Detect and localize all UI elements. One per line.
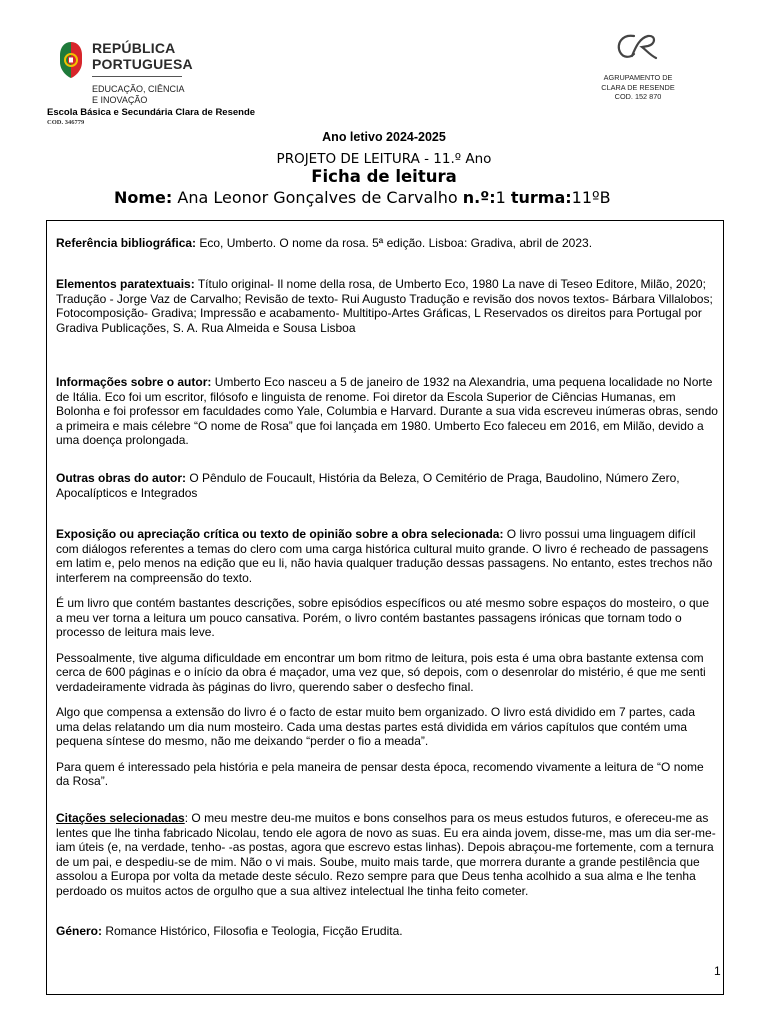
- class-value: 11ºB: [571, 188, 611, 207]
- exposicao-paragraph-4: Algo que compensa a extensão do livro é o facto de estar muito bem organizado. O livro está dividido em 7 partes, cada uma delas relatando um dia num mosteiro. Cada uma destas partes está dividida em vários capítulos que contém uma pequena síntese do mesmo, não me deixando “perder o fio a meada”.: [56, 705, 696, 748]
- ministry-name: EDUCAÇÃO, CIÊNCIA E INOVAÇÃO: [92, 84, 185, 105]
- clara-de-resende-logo: [612, 30, 660, 62]
- section-outras-obras: [56, 471, 718, 500]
- section-genero: [56, 924, 718, 939]
- page-number: 1: [714, 964, 721, 978]
- sheet-title: Ficha de leitura: [311, 167, 457, 186]
- name-label: Nome:: [114, 188, 173, 207]
- school-name: Escola Básica e Secundária Clara de Resende: [47, 107, 256, 118]
- name-value: Ana Leonor Gonçalves de Carvalho: [172, 188, 463, 207]
- republica-portuguesa-logo: [56, 40, 86, 80]
- section-autor: [56, 375, 718, 448]
- number-value: 1: [495, 188, 511, 207]
- student-info: [114, 188, 611, 207]
- outras-obras-text: O Pêndulo de Foucault, História da Beleza, O Cemitério de Praga, Baudolino, Número Zero, Apocalípticos e Integrados: [56, 471, 680, 500]
- school-year: Ano letivo 2024-2025: [322, 130, 446, 144]
- exposicao-paragraph-2: É um livro que contém bastantes descrições, sobre episódios específicos ou até mesmo sobre espaços do mosteiro, o que a meu ver torna a leitura um pouco cansativa. Porém, o livro contém bastantes passagens irónicas que tornam todo o processo de leitura mais leve.: [56, 596, 710, 639]
- section-exposicao: [56, 527, 718, 800]
- referencia-label: Referência bibliográfica:: [56, 236, 197, 250]
- number-label: n.º:: [462, 188, 496, 207]
- paratextuais-label: Elementos paratextuais:: [56, 277, 195, 291]
- exposicao-label: Exposição ou apreciação crítica ou texto de opinião sobre a obra selecionada:: [56, 527, 504, 541]
- agrupamento-info: AGRUPAMENTO DE CLARA DE RESENDE COD. 152 870: [601, 73, 675, 101]
- autor-label: Informações sobre o autor:: [56, 375, 212, 389]
- outras-obras-label: Outras obras do autor:: [56, 471, 187, 485]
- section-referencia: [56, 236, 718, 251]
- referencia-text: Eco, Umberto. O nome da rosa. 5ª edição. Lisboa: Gradiva, abril de 2023.: [196, 236, 593, 250]
- section-citacoes: [56, 811, 718, 898]
- class-label: turma:: [510, 188, 572, 207]
- exposicao-text-1: O livro possui uma linguagem difícil com diálogos referentes a temas do clero com uma carga histórica cultural muito grande. O livro é recheado de passagens em latim e, pelo menos na edição que eu li, não havia qualquer tradução dessas passagens. No entanto, estes trechos não interferem na compreensão do texto.: [56, 527, 713, 585]
- citacoes-text: : O meu mestre deu-me muitos e bons conselhos para os meus estudos futuros, e ofereceu-me as lentes que lhe tinha fabricado Nicolau, tendo ele agora de novo as suas. Eu era ainda jovem, disse-me, mas um dia ser-me-iam úteis (e, na verdade, tenho- -as postas, agora que escrevo estas linhas). Depois abraçou-me fortemente, com a ternura de um pai, e despediu-se de mim. Não o vi mais. Soube, muito mais tarde, que morrera durante a grande pestilência que assolou a Europa por volta da metade deste século. Rezo sempre para que Deus tenha acolhido a sua alma e lhe tenha perdoado os muitos actos de orgulho que a sua altivez intelectual lhe tinha feito cometer.: [56, 811, 716, 898]
- exposicao-paragraph-5: Para quem é interessado pela história e pela maneira de pensar desta época, recomendo vivamente a leitura de “O nome da Rosa”.: [56, 759, 704, 788]
- document-header: [0, 0, 768, 126]
- exposicao-paragraph-1: [56, 527, 718, 585]
- project-title: PROJETO DE LEITURA - 11.º Ano: [276, 151, 492, 167]
- citacoes-label: Citações selecionadas: [56, 811, 185, 825]
- header-divider: [92, 76, 182, 77]
- genero-text: Romance Histórico, Filosofia e Teologia, Ficção Erudita.: [102, 924, 403, 938]
- section-paratextuais: [56, 277, 718, 335]
- republica-portuguesa-title: REPÚBLICA PORTUGUESA: [92, 40, 193, 72]
- paratextuais-text: Título original- Il nome della rosa, de Umberto Eco, 1980 La nave di Teseo Editore, Milão, 2020; Tradução - Jorge Vaz de Carvalho; Revisão de texto- Rui Augusto Tradução e revisão dos novos textos- Bárbara Villalobos; Fotocomposição- Gradiva; Impressão e acabamento- Multitipo-Artes Gráficas, L Reservados os direitos para Portugal por Gradiva Publicações, S. A. Rua Almeida e Sousa Lisboa: [56, 277, 713, 335]
- school-code: COD. 346779: [47, 119, 85, 126]
- autor-text: Umberto Eco nasceu a 5 de janeiro de 1932 na Alexandria, uma pequena localidade no Norte de Itália. Eco foi um escritor, filósofo e linguista de renome. Foi diretor da Escola Superior de Ciências Humanas, em Bolonha e foi professor em faculdades como Yale, Columbia e Harvard. Durante a sua vida escreveu inúmeras obras, sendo a primeira e mais célebre “O nome de Rosa” que foi lançada em 1980. Umberto Eco faleceu em 2016, em Milão, devido a uma doença prolongada.: [56, 375, 718, 447]
- genero-label: Género:: [56, 924, 103, 938]
- exposicao-paragraph-3: Pessoalmente, tive alguma dificuldade em encontrar um bom ritmo de leitura, pois esta é uma obra bastante extensa com cerca de 600 páginas e o início da obra é maçador, uma vez que, só depois, com o desenrolar do mistério, é que me senti verdadeiramente vidrada às páginas do livro, querendo saber o desfecho final.: [56, 650, 706, 694]
